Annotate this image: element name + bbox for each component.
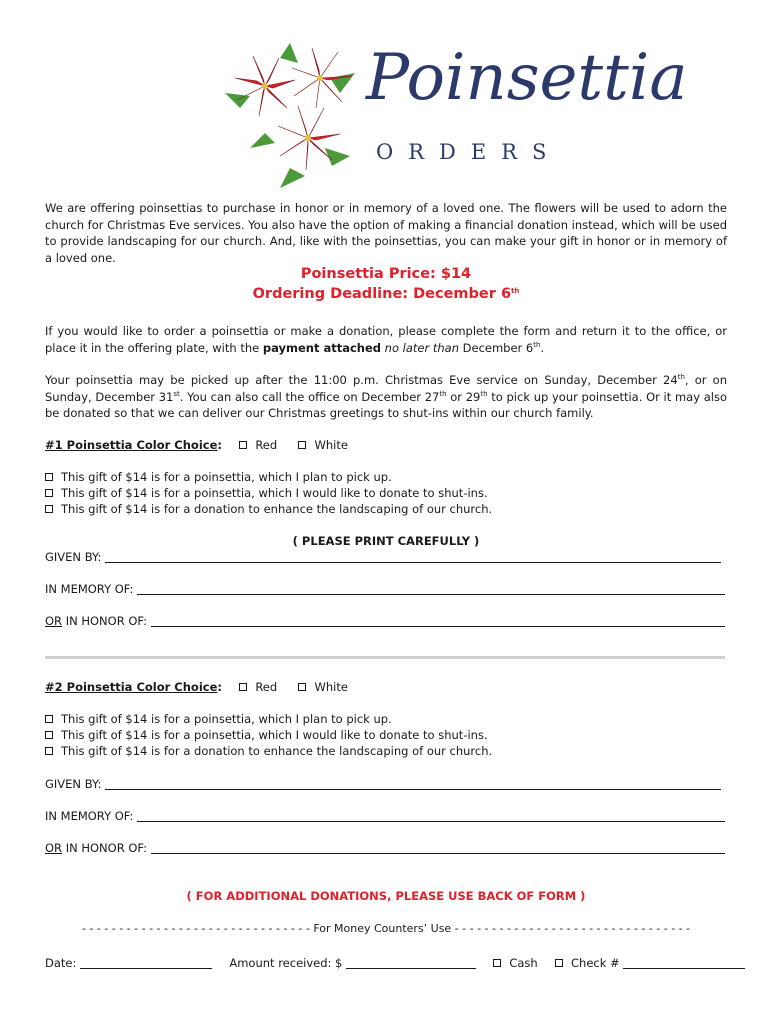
section2-option-3 bbox=[45, 743, 492, 759]
section1-white-label: White bbox=[314, 438, 348, 452]
section2-option-1-checkbox[interactable] bbox=[45, 715, 53, 723]
section1-memory-label: IN MEMORY OF: bbox=[45, 582, 134, 596]
section2-honor-field[interactable] bbox=[151, 841, 725, 854]
intro-paragraph: We are offering poinsettias to purchase in honor or in memory of a loved one. The flowers will be used to adorn the church for Christmas Eve services. You also have the option of making a financial donation instead, which will be used to provide landscaping for our church. And, like with the poinsettias, you can make your gift in honor or in memory of a loved one. bbox=[45, 201, 727, 265]
section2-memory-label: IN MEMORY OF: bbox=[45, 809, 134, 823]
section2-given-by-field[interactable] bbox=[105, 777, 721, 790]
section-divider bbox=[45, 656, 725, 659]
money-counters-divider: - - - - - - - - - - - - - - - - - - - - - - - - - - - - - - - For Money Counters’ Use - - - - - - - - - - - - - - - - - - - - - - - - - - - - - - - - bbox=[81, 922, 691, 935]
section1-red-checkbox[interactable] bbox=[239, 441, 247, 449]
section2-honor-label: IN HONOR OF: bbox=[62, 841, 147, 855]
section2-given-by-label: GIVEN BY: bbox=[45, 777, 102, 791]
deadline-sup: th bbox=[511, 287, 520, 295]
section1-given-by-row bbox=[45, 549, 721, 565]
logo-title: Poinsettia bbox=[366, 41, 688, 115]
pickup-text-1: Your poinsettia may be picked up after the 11:00 p.m. Christmas Eve service on Sunday, December 24 bbox=[45, 373, 678, 387]
section1-heading: #1 Poinsettia Color Choice bbox=[45, 438, 218, 452]
pickup-paragraph bbox=[45, 372, 727, 422]
order-text-2: December 6 bbox=[458, 340, 534, 355]
payment-attached: payment attached bbox=[262, 340, 381, 355]
order-text-end: . bbox=[540, 340, 545, 355]
section2-option-2 bbox=[45, 727, 488, 743]
pickup-text-3: . You can also call the office on December 27 bbox=[179, 389, 440, 404]
section1-color-choice bbox=[45, 437, 348, 453]
cash-label: Cash bbox=[509, 956, 538, 970]
section2-or-label: OR bbox=[45, 841, 63, 855]
section2-option-2-label: This gift of $14 is for a poinsettia, which I would like to donate to shut-ins. bbox=[61, 728, 488, 742]
amount-field[interactable] bbox=[346, 956, 476, 969]
section2-option-3-checkbox[interactable] bbox=[45, 747, 53, 755]
section1-red-label: Red bbox=[255, 438, 278, 452]
date-label: Date: bbox=[45, 956, 77, 970]
pickup-text-4: or 29 bbox=[446, 389, 481, 404]
pickup-text-2: , or on Sunday, December 31 bbox=[45, 373, 727, 404]
logo-subtitle: ORDERS bbox=[376, 140, 562, 164]
section1-memory-field[interactable] bbox=[137, 582, 725, 595]
section1-option-3-label: This gift of $14 is for a donation to enhance the landscaping of our church. bbox=[61, 502, 493, 516]
section1-memory-row bbox=[45, 581, 725, 597]
section1-honor-label: IN HONOR OF: bbox=[62, 614, 147, 628]
section2-option-1 bbox=[45, 711, 392, 727]
section1-honor-row bbox=[45, 613, 725, 629]
section1-colon: : bbox=[217, 438, 222, 452]
section1-option-1 bbox=[45, 469, 392, 485]
section2-colon: : bbox=[217, 680, 222, 694]
check-number-field[interactable] bbox=[623, 956, 745, 969]
deadline-heading bbox=[45, 284, 727, 304]
pickup-sup-4: th bbox=[480, 389, 488, 398]
section1-option-1-checkbox[interactable] bbox=[45, 473, 53, 481]
poinsettia-flower-icon bbox=[220, 38, 370, 198]
section1-option-1-label: This gift of $14 is for a poinsettia, which I plan to pick up. bbox=[61, 470, 392, 484]
section2-white-checkbox[interactable] bbox=[298, 683, 306, 691]
poinsettia-logo bbox=[220, 38, 688, 198]
section1-honor-field[interactable] bbox=[151, 614, 725, 627]
section2-option-3-label: This gift of $14 is for a donation to enhance the landscaping of our church. bbox=[61, 744, 493, 758]
section2-white-label: White bbox=[314, 680, 348, 694]
order-instructions bbox=[45, 323, 727, 356]
section1-option-3 bbox=[45, 501, 492, 517]
section2-honor-row bbox=[45, 840, 725, 856]
section2-memory-field[interactable] bbox=[137, 809, 725, 822]
section1-or-label: OR bbox=[45, 614, 63, 628]
cash-checkbox[interactable] bbox=[493, 959, 501, 967]
section1-option-2 bbox=[45, 485, 488, 501]
section1-given-by-field[interactable] bbox=[105, 550, 721, 563]
additional-donations-note: ( FOR ADDITIONAL DONATIONS, PLEASE USE BACK OF FORM ) bbox=[186, 889, 586, 903]
section1-given-by-label: GIVEN BY: bbox=[45, 550, 102, 564]
deadline-text: Ordering Deadline: December 6 bbox=[252, 286, 512, 302]
section2-heading: #2 Poinsettia Color Choice bbox=[45, 680, 218, 694]
print-notice: ( PLEASE PRINT CAREFULLY ) bbox=[292, 534, 480, 548]
check-label: Check # bbox=[571, 956, 620, 970]
pickup-sup-3: th bbox=[439, 389, 447, 398]
section1-option-3-checkbox[interactable] bbox=[45, 505, 53, 513]
section1-option-2-checkbox[interactable] bbox=[45, 489, 53, 497]
pickup-sup-2: st bbox=[173, 389, 180, 398]
price-heading: Poinsettia Price: $14 bbox=[300, 266, 472, 282]
date-field[interactable] bbox=[80, 956, 212, 969]
section2-red-checkbox[interactable] bbox=[239, 683, 247, 691]
no-later-than: no later than bbox=[381, 340, 459, 355]
order-text-1: If you would like to order a poinsettia or make a donation, please complete the form and return it to the office, or place it in the offering plate, with the bbox=[45, 324, 727, 355]
footer-row bbox=[45, 955, 745, 971]
section2-red-label: Red bbox=[255, 680, 278, 694]
section2-color-choice bbox=[45, 679, 348, 695]
section1-option-2-label: This gift of $14 is for a poinsettia, which I would like to donate to shut-ins. bbox=[61, 486, 488, 500]
section2-option-2-checkbox[interactable] bbox=[45, 731, 53, 739]
section1-white-checkbox[interactable] bbox=[298, 441, 306, 449]
section2-option-1-label: This gift of $14 is for a poinsettia, which I plan to pick up. bbox=[61, 712, 392, 726]
amount-label: Amount received: $ bbox=[229, 956, 343, 970]
pickup-text-5: to pick up your poinsettia. Or it may also be donated so that we can deliver our Christmas greetings to shut-ins within our church family. bbox=[45, 389, 727, 420]
section2-memory-row bbox=[45, 808, 725, 824]
pickup-sup-1: th bbox=[677, 373, 685, 381]
check-checkbox[interactable] bbox=[555, 959, 563, 967]
section2-given-by-row bbox=[45, 776, 721, 792]
order-sup: th bbox=[533, 340, 541, 349]
